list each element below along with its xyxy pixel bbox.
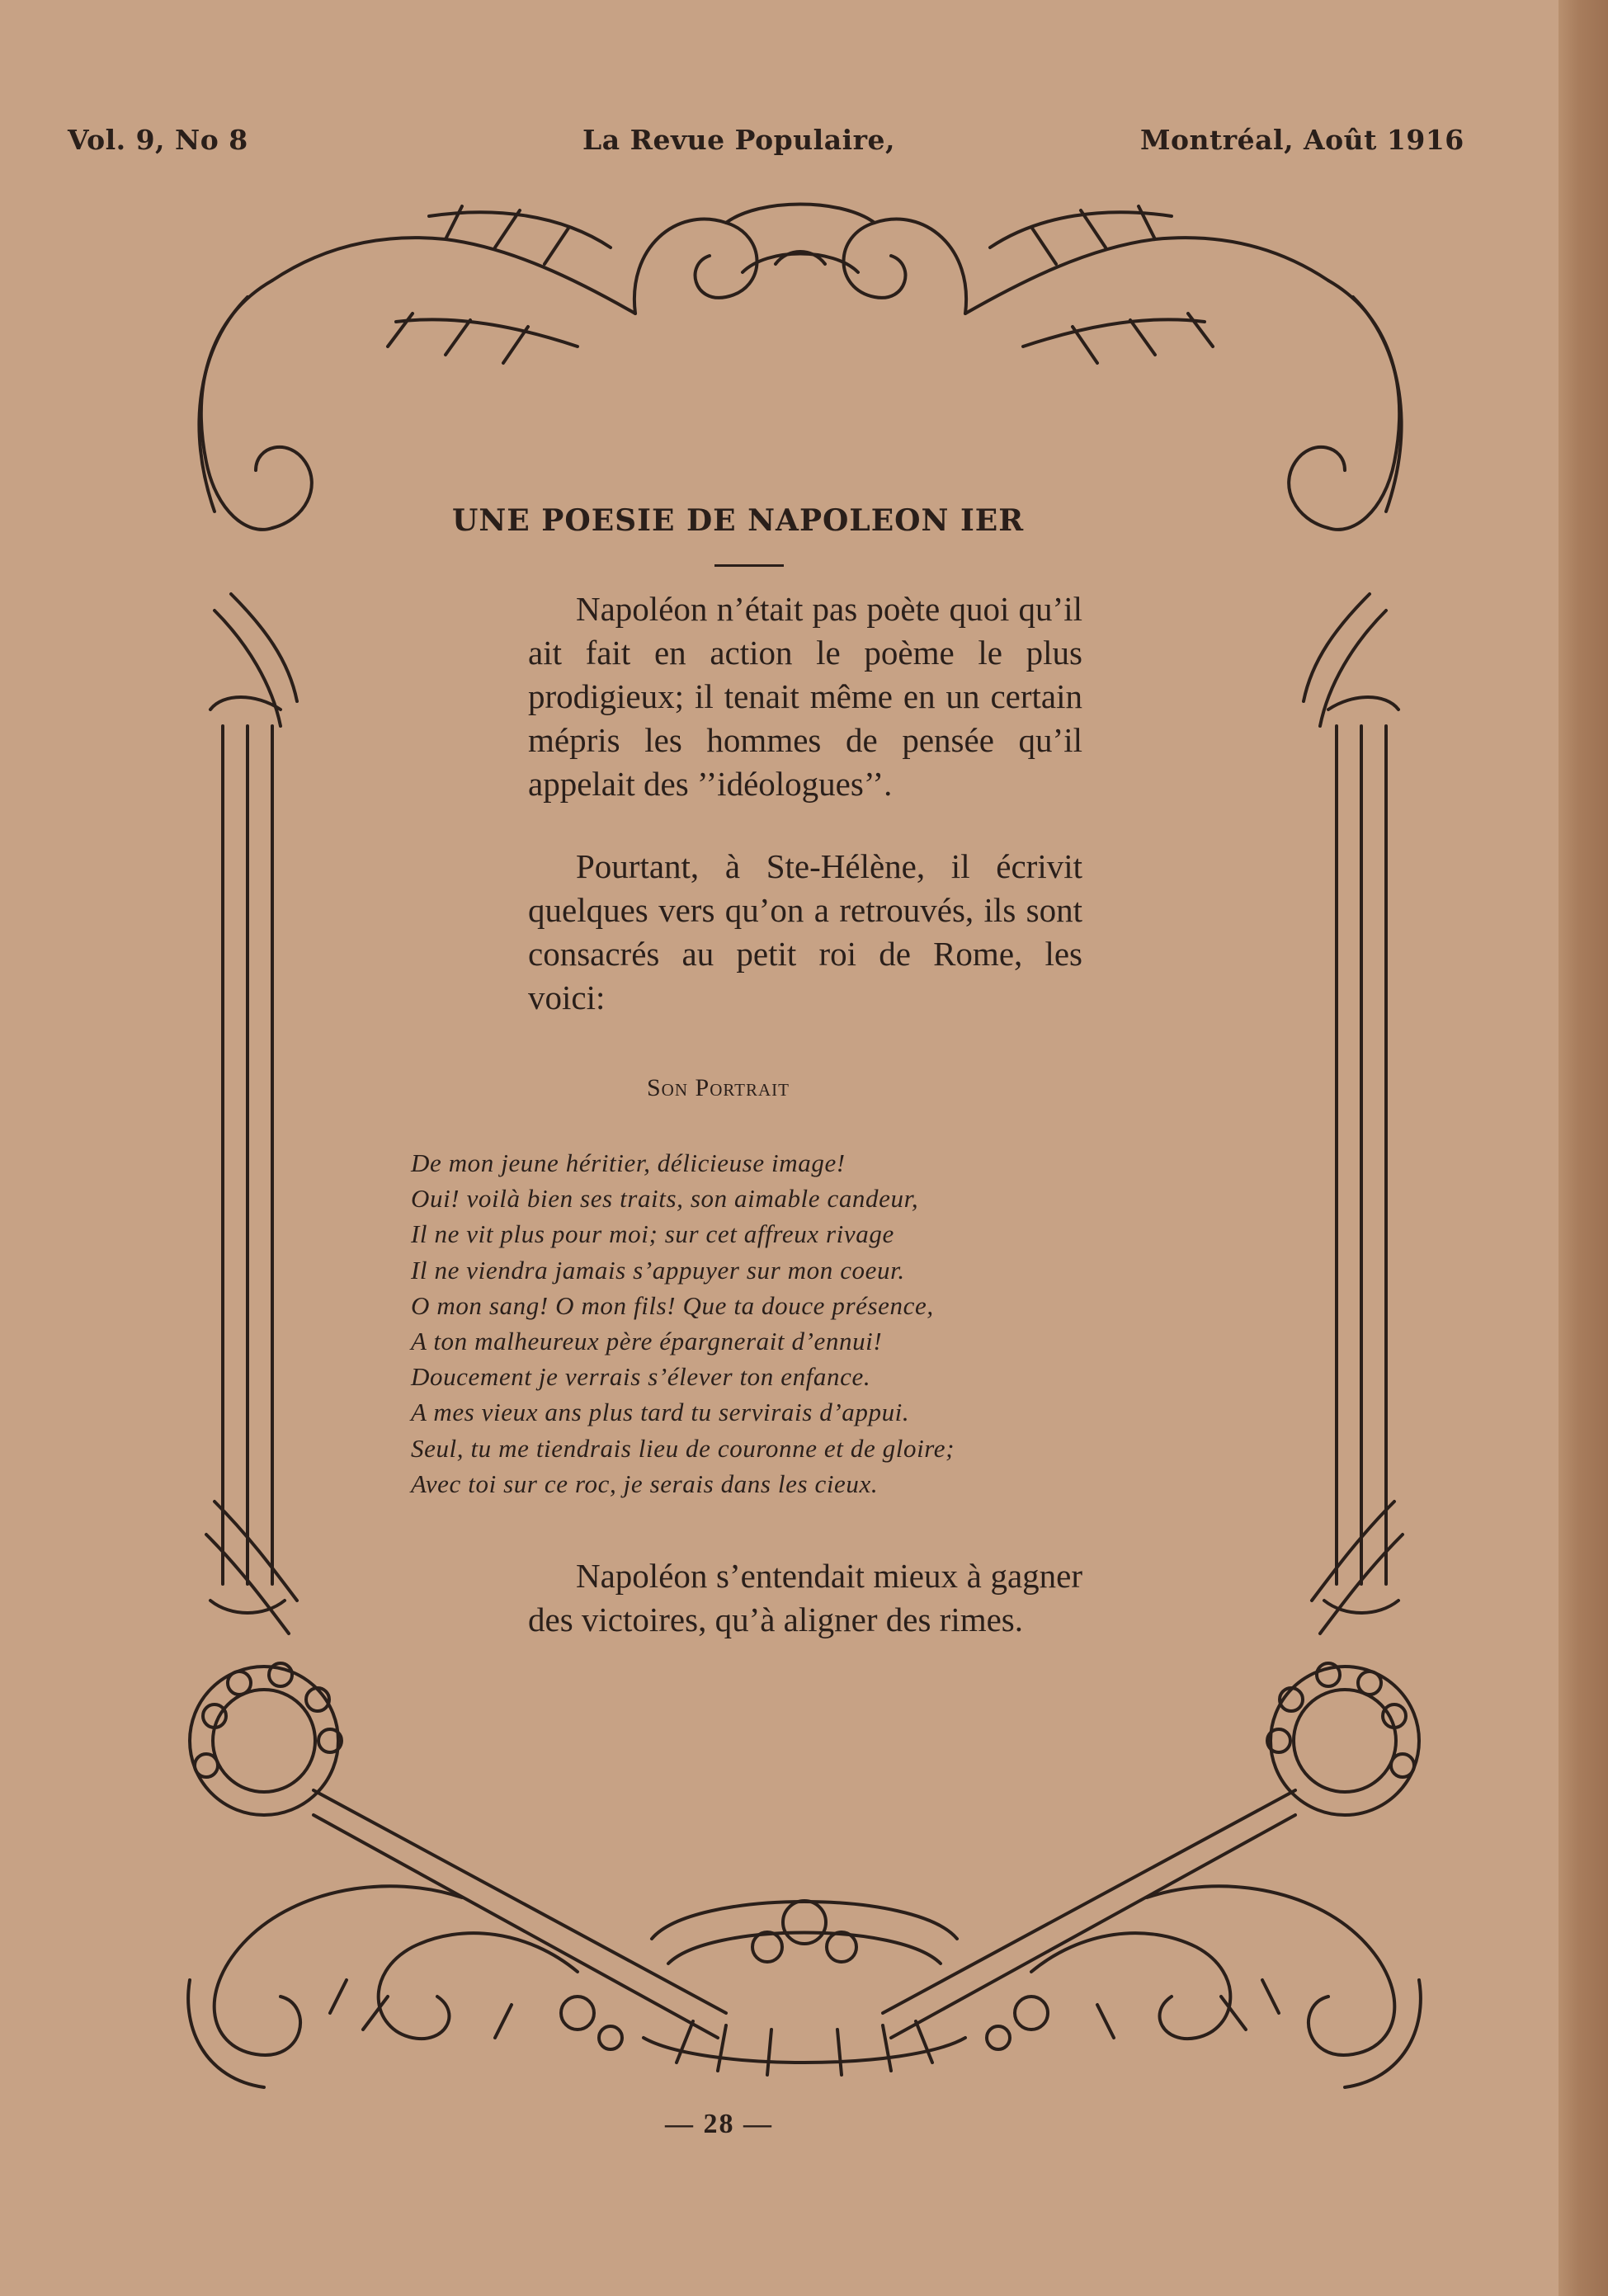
poem-line: O mon sang! O mon fils! Que ta douce présence, [411,1290,934,1320]
poem-line: A mes vieux ans plus tard tu servirais d’appui. [411,1398,910,1427]
title-divider [714,564,784,567]
closing-paragraph: Napoléon s’entendait mieux à gagner des victoires, qu’à aligner des rimes. [528,1557,1082,1638]
intro-paragraph: Napoléon n’était pas poète quoi qu’il ait fait en action le poème le plus prodigieux; il tenait même en un certain mépris les hommes de pensée qu’il appelait des ’’idéologues’’. [528,590,1082,803]
poem-line: Avec toi sur ce roc, je serais dans les cieux. [411,1469,879,1498]
poem-verses [411,1145,1087,1502]
poem-line: Oui! voilà bien ses traits, son aimable candeur, [411,1184,919,1214]
poem-title: Son Portrait [647,1074,790,1101]
place-date: Montréal, Août 1916 [1140,124,1464,156]
context-paragraph: Pourtant, à Ste-Hélène, il écrivit quelques vers qu’on a retrouvés, ils sont consacrés au petit roi de Rome, les voici: [528,847,1082,1016]
poem-line: Il ne vit plus pour moi; sur cet affreux rivage [411,1219,894,1249]
publication-name: La Revue Populaire, [582,124,895,156]
volume-number: Vol. 9, No 8 [68,124,248,156]
poem-line: De mon jeune héritier, délicieuse image! [411,1148,846,1177]
poem-line: Il ne viendra jamais s’appuyer sur mon coeur. [411,1255,905,1285]
article-title: UNE POESIE DE NAPOLEON IER [452,503,1025,538]
poem-line: A ton malheureux père épargnerait d’ennui! [411,1327,883,1356]
poem-line: Seul, tu me tiendrais lieu de couronne et de gloire; [411,1433,955,1463]
poem-line: Doucement je verrais s’élever ton enfance. [411,1362,871,1392]
page-number: — 28 — [665,2109,773,2139]
